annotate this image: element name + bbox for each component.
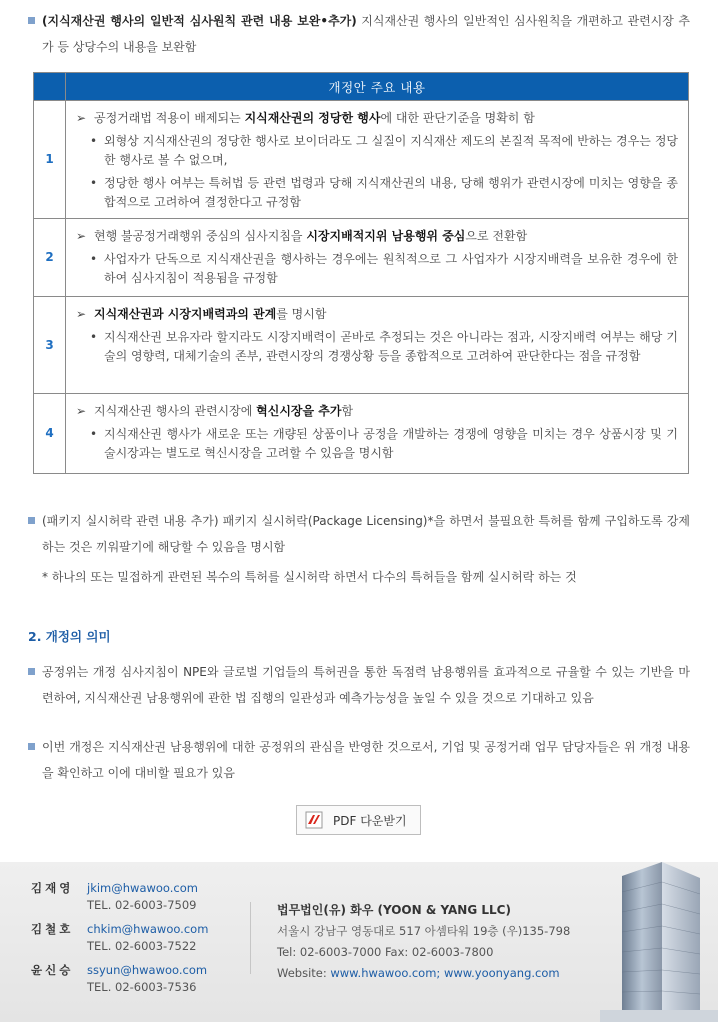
- section-title: 2. 개정의 의미: [28, 629, 111, 644]
- pdf-icon: [305, 811, 323, 829]
- row-main-bold: 혁신시장을 추가: [256, 404, 342, 418]
- contact-name: 윤신승: [31, 963, 74, 977]
- row-main-bold: 지식재산권과 시장지배력과의 관계: [94, 307, 277, 321]
- table-row: [34, 297, 689, 394]
- sub-item: [76, 328, 678, 366]
- contact-email-link[interactable]: jkim@hwawoo.com: [87, 881, 198, 895]
- row-main-text: 지식재산권 행사의 관련시장에: [94, 404, 257, 418]
- row-main-text-end: 에 대한 판단기준을 명확히 함: [380, 111, 535, 125]
- row-main-text: 공정거래법 적용이 배제되는: [94, 111, 245, 125]
- sub-item: [76, 250, 678, 288]
- dot-bullet-icon: •: [90, 330, 98, 344]
- sub-item: [76, 132, 678, 170]
- row-content: [66, 219, 689, 297]
- meaning-text-2: 이번 개정은 지식재산권 남용행위에 대한 공정위의 관심을 반영한 것으로서, 기업 및 공정거래 업무 담당자들은 위 개정 내용을 확인하고 이에 대비할 필요가 있음: [42, 740, 690, 780]
- arrow-right-icon: ➢: [76, 404, 87, 418]
- sub-item: [76, 425, 678, 463]
- firm-info: [277, 900, 570, 984]
- arrow-right-icon: ➢: [76, 307, 87, 321]
- sub-item-text: 외형상 지식재산권의 정당한 행사로 보이더라도 그 실질이 지식재산 제도의 본질적 목적에 반하는 경우는 정당한 행사로 볼 수 없으며,: [104, 134, 678, 167]
- firm-website: [277, 963, 570, 984]
- row-number: 4: [34, 394, 66, 474]
- row-content: [66, 101, 689, 219]
- square-bullet-icon: [28, 668, 35, 675]
- amendment-table: [33, 72, 689, 474]
- package-licensing-text: (패키지 실시허락 관련 내용 추가) 패키지 실시허락(Package Licensing)*을 하면서 불필요한 특허를 함께 구입하도록 강제하는 것은 끼워팔기에 해당할 수 있음을 명시함: [42, 514, 690, 554]
- website-label: Website:: [277, 966, 331, 980]
- row-main-bold: 시장지배적지위 남용행위 중심: [306, 229, 466, 243]
- table-header: 개정안 주요 내용: [66, 73, 689, 101]
- row-number: 3: [34, 297, 66, 394]
- footer-divider: [250, 902, 251, 974]
- contact-phone: TEL. 02-6003-7522: [87, 939, 197, 953]
- row-content: [66, 394, 689, 474]
- sub-item: [76, 174, 678, 212]
- contact-phone: TEL. 02-6003-7509: [87, 898, 197, 912]
- row-number: 2: [34, 219, 66, 297]
- contact-name: 김재영: [31, 881, 74, 895]
- contact-email-link[interactable]: chkim@hwawoo.com: [87, 922, 209, 936]
- contact-name: 김철호: [31, 922, 74, 936]
- office-building-image: [600, 862, 718, 1022]
- table-corner-cell: [34, 73, 66, 101]
- square-bullet-icon: [28, 517, 35, 524]
- firm-name: 법무법인(유) 화우 (YOON & YANG LLC): [277, 903, 511, 917]
- arrow-right-icon: ➢: [76, 111, 87, 125]
- sub-item-text: 정당한 행사 여부는 특허법 등 관련 법령과 당해 지식재산권의 내용, 당해 행위가 관련시장에 미치는 영향을 종합적으로 고려하여 결정한다고 규정함: [104, 176, 678, 209]
- table-row: [34, 219, 689, 297]
- package-licensing-paragraph: [28, 508, 690, 560]
- firm-phone: Tel: 02-6003-7000 Fax: 02-6003-7800: [277, 945, 494, 959]
- square-bullet-icon: [28, 743, 35, 750]
- dot-bullet-icon: •: [90, 252, 98, 266]
- meaning-paragraph-2: [28, 734, 690, 786]
- meaning-paragraph-1: [28, 659, 690, 711]
- row-main-text: 현행 불공정거래행위 중심의 심사지침을: [94, 229, 307, 243]
- dot-bullet-icon: •: [90, 134, 98, 148]
- row-main-text-end: 를 명시함: [276, 307, 327, 321]
- arrow-right-icon: ➢: [76, 229, 87, 243]
- contact-email-link[interactable]: ssyun@hwawoo.com: [87, 963, 208, 977]
- square-bullet-icon: [28, 17, 35, 24]
- row-content: [66, 297, 689, 394]
- firm-address: 서울시 강남구 영동대로 517 아셈타워 19층 (우)135-798: [277, 924, 571, 938]
- sub-item-text: 지식재산권 보유자라 할지라도 시장지배력이 곧바로 추정되는 것은 아니라는 점과, 시장지배력 여부는 해당 기술의 영향력, 대체기술의 존부, 관련시장의 경쟁상황 등을 종합적으로 고려하여 판단한다는 점을 규정함: [104, 330, 678, 363]
- pdf-download-label: PDF 다운받기: [333, 813, 407, 828]
- footnote: * 하나의 또는 밀접하게 관련된 복수의 특허를 실시허락 하면서 다수의 특허들을 함께 실시허락 하는 것: [42, 570, 577, 584]
- row-main-text-end: 으로 전환함: [465, 229, 528, 243]
- row-main-text-end: 함: [341, 404, 354, 418]
- pdf-download-button[interactable]: [296, 805, 421, 835]
- row-main-bold: 지식재산권의 정당한 행사: [244, 111, 381, 125]
- sub-item-text: 지식재산권 행사가 새로운 또는 개량된 상품이나 공정을 개발하는 경쟁에 영향을 미치는 경우 상품시장 및 기술시장과는 별도로 혁신시장을 고려할 수 있음을 명시함: [104, 427, 678, 460]
- intro-text: 지식재산권 행사의 일반적인 심사원칙을 개편하고 관련시장 추가 등 상당수의 내용을 보완함: [42, 14, 690, 54]
- dot-bullet-icon: •: [90, 427, 98, 441]
- footer: [0, 862, 718, 1022]
- dot-bullet-icon: •: [90, 176, 98, 190]
- website-link[interactable]: www.hwawoo.com; www.yoonyang.com: [330, 966, 560, 980]
- row-number: 1: [34, 101, 66, 219]
- table-row: [34, 101, 689, 219]
- table-row: [34, 394, 689, 474]
- intro-paragraph: [28, 8, 690, 60]
- intro-heading: (지식재산권 행사의 일반적 심사원칙 관련 내용 보완•추가): [42, 14, 357, 28]
- meaning-text-1: 공정위는 개정 심사지침이 NPE와 글로벌 기업들의 특허권을 통한 독점력 남용행위를 효과적으로 규율할 수 있는 기반을 마련하여, 지식재산권 남용행위에 관한 법 집행의 일관성과 예측가능성을 높일 수 있을 것으로 기대하고 있음: [42, 665, 690, 705]
- sub-item-text: 사업자가 단독으로 지식재산권을 행사하는 경우에는 원칙적으로 그 사업자가 시장지배력을 보유한 경우에 한하여 심사지침이 적용됨을 규정함: [104, 252, 678, 285]
- contact-phone: TEL. 02-6003-7536: [87, 980, 197, 994]
